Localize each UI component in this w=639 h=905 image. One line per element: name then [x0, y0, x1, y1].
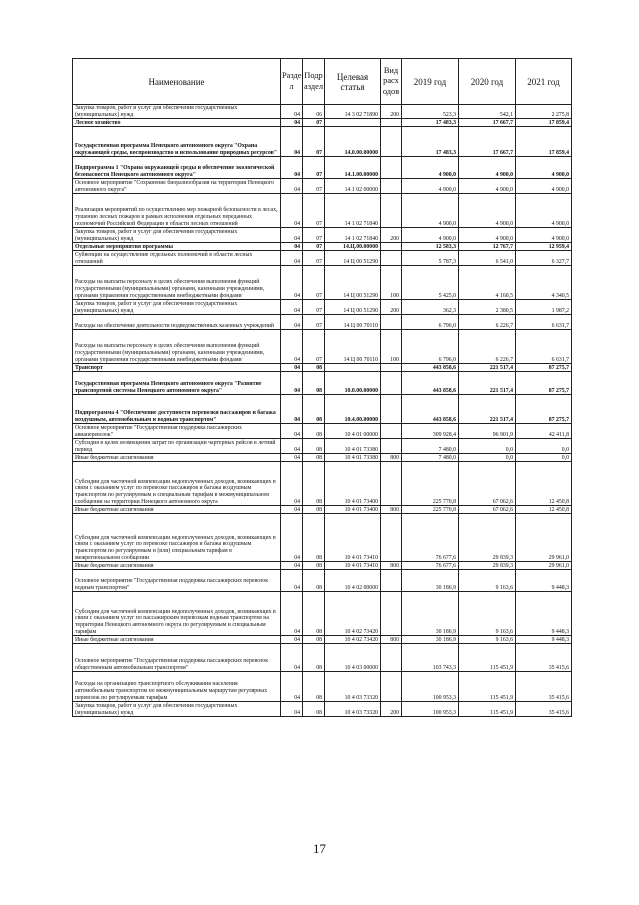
row-name: Расходы на выплаты персоналу в целях обеспечения выполнения функций государственными (муниципальными) органами, казенными учреждениями, органами управления государственными внебюджетными фондами	[73, 330, 281, 364]
row-name: Расходы на обеспечение деятельности подведомственных казенных учреждений	[73, 315, 281, 330]
row-name: Иные бюджетные ассигнования	[73, 636, 281, 644]
row-name: Иные бюджетные ассигнования	[73, 454, 281, 462]
table-row	[73, 364, 572, 372]
row-expense-type	[381, 570, 402, 592]
row-name: Закупка товаров, работ и услуг для обеспечения государственных (муниципальных) нужд	[73, 105, 281, 119]
row-article: 10 4 01 73400	[325, 506, 381, 514]
table-row	[73, 228, 572, 243]
row-value-2020: 0,0	[459, 454, 516, 462]
row-value-2019: 523,3	[402, 105, 459, 119]
row-article: 14 3 02 71890	[325, 105, 381, 119]
row-value-2021: 17 859,4	[516, 119, 572, 127]
row-subsection: 07	[303, 330, 325, 364]
row-value-2020: 0,0	[459, 439, 516, 454]
row-value-2020: 96 901,9	[459, 424, 516, 439]
table-row	[73, 330, 572, 364]
row-article: 10 4 02 73420	[325, 592, 381, 636]
table-row	[73, 372, 572, 395]
table-row	[73, 105, 572, 119]
row-subsection: 08	[303, 514, 325, 562]
table-row	[73, 592, 572, 636]
row-name: Основное мероприятие "Государственная поддержка пассажирских перевозок водным транспортом"	[73, 570, 281, 592]
row-value-2019: 4 900,0	[402, 194, 459, 228]
row-section: 04	[281, 644, 303, 672]
row-expense-type	[381, 179, 402, 194]
row-value-2019: 6 796,0	[402, 315, 459, 330]
row-value-2019: 309 928,4	[402, 424, 459, 439]
header-2019: 2019 год	[402, 59, 459, 105]
table-row	[73, 300, 572, 315]
row-expense-type	[381, 514, 402, 562]
row-article: 14 Ц 00 70110	[325, 315, 381, 330]
row-article: 10 4 02 00000	[325, 570, 381, 592]
row-expense-type: 800	[381, 562, 402, 570]
row-name: Субсидии для частичной компенсации недополученных доходов, возникающих в связи с оказанием услуг по перевозке пассажиров и багажа воздушным транспортом по регулируемым и (или) специальным тарифам в межрегиональном сообщении	[73, 514, 281, 562]
row-expense-type	[381, 364, 402, 372]
row-section: 04	[281, 228, 303, 243]
row-value-2021: 12 959,4	[516, 243, 572, 251]
row-subsection: 08	[303, 439, 325, 454]
row-section: 04	[281, 157, 303, 179]
row-section: 04	[281, 330, 303, 364]
row-name: Расходы на организацию транспортного обслуживания населения автомобильным транспортом по межмуниципальным маршрутам регулярных перевозок по регулируемым тарифам	[73, 672, 281, 702]
row-section: 04	[281, 127, 303, 157]
row-value-2021: 6 631,7	[516, 330, 572, 364]
row-subsection: 07	[303, 179, 325, 194]
row-expense-type	[381, 439, 402, 454]
row-value-2019: 7 480,0	[402, 439, 459, 454]
row-name: Отдельные мероприятия программы	[73, 243, 281, 251]
row-article: 10 4 01 73410	[325, 562, 381, 570]
row-value-2021: 35 415,6	[516, 672, 572, 702]
row-value-2020: 29 839,3	[459, 514, 516, 562]
table-row	[73, 194, 572, 228]
row-article: 10 4 01 73380	[325, 454, 381, 462]
row-article: 10 4 01 73380	[325, 439, 381, 454]
table-row	[73, 424, 572, 439]
row-value-2020: 4 900,0	[459, 194, 516, 228]
row-value-2019: 30 186,9	[402, 570, 459, 592]
table-row	[73, 127, 572, 157]
row-name: Закупка товаров, работ и услуг для обеспечения государственных (муниципальных) нужд	[73, 702, 281, 717]
row-value-2020: 9 163,6	[459, 592, 516, 636]
row-article: 10 4 03 73320	[325, 672, 381, 702]
row-subsection: 07	[303, 228, 325, 243]
row-value-2019: 30 186,9	[402, 636, 459, 644]
row-value-2020: 67 062,6	[459, 506, 516, 514]
row-subsection: 07	[303, 300, 325, 315]
row-article: 10 4 01 73400	[325, 462, 381, 506]
row-value-2021: 4 900,0	[516, 194, 572, 228]
row-expense-type: 200	[381, 228, 402, 243]
row-subsection: 08	[303, 562, 325, 570]
row-article: 10.0.00.00000	[325, 372, 381, 395]
table-row	[73, 562, 572, 570]
row-value-2019: 5 787,3	[402, 251, 459, 266]
row-section: 04	[281, 592, 303, 636]
row-article: 14 1 02 00000	[325, 179, 381, 194]
budget-table	[72, 58, 572, 717]
row-value-2019: 225 770,8	[402, 462, 459, 506]
row-section: 04	[281, 702, 303, 717]
row-section: 04	[281, 562, 303, 570]
row-subsection: 08	[303, 372, 325, 395]
row-expense-type	[381, 672, 402, 702]
table-row	[73, 462, 572, 506]
row-value-2020: 115 451,9	[459, 644, 516, 672]
row-value-2020: 17 667,7	[459, 127, 516, 157]
row-expense-type	[381, 644, 402, 672]
row-expense-type: 800	[381, 506, 402, 514]
row-value-2020: 2 380,5	[459, 300, 516, 315]
row-subsection: 07	[303, 127, 325, 157]
row-value-2019: 443 858,6	[402, 364, 459, 372]
row-value-2020: 67 062,6	[459, 462, 516, 506]
row-value-2019: 17 483,3	[402, 127, 459, 157]
table-row	[73, 157, 572, 179]
row-name: Иные бюджетные ассигнования	[73, 506, 281, 514]
row-value-2019: 225 770,8	[402, 506, 459, 514]
row-section: 04	[281, 194, 303, 228]
row-subsection: 07	[303, 119, 325, 127]
row-value-2019: 5 425,0	[402, 266, 459, 300]
header-section: Разде л	[281, 59, 303, 105]
table-row	[73, 570, 572, 592]
row-expense-type	[381, 127, 402, 157]
row-value-2020: 221 517,4	[459, 395, 516, 424]
row-section: 04	[281, 672, 303, 702]
row-section: 04	[281, 251, 303, 266]
row-value-2021: 6 631,7	[516, 315, 572, 330]
row-value-2021: 17 859,4	[516, 127, 572, 157]
row-expense-type	[381, 251, 402, 266]
row-section: 04	[281, 636, 303, 644]
row-value-2020: 29 839,3	[459, 562, 516, 570]
row-value-2019: 76 677,6	[402, 562, 459, 570]
row-expense-type	[381, 194, 402, 228]
row-article: 14.1.00.00000	[325, 157, 381, 179]
table-row	[73, 315, 572, 330]
row-section: 04	[281, 315, 303, 330]
row-value-2020: 6 226,7	[459, 315, 516, 330]
row-value-2020: 221 517,4	[459, 372, 516, 395]
row-expense-type	[381, 243, 402, 251]
row-value-2021: 12 450,8	[516, 506, 572, 514]
row-article: 10.4.00.00000	[325, 395, 381, 424]
row-value-2020: 221 517,4	[459, 364, 516, 372]
row-value-2021: 4 900,0	[516, 179, 572, 194]
table-row	[73, 514, 572, 562]
row-subsection: 07	[303, 194, 325, 228]
row-expense-type	[381, 462, 402, 506]
row-subsection: 07	[303, 243, 325, 251]
row-name: Государственная программа Ненецкого автономного округа "Охрана окружающей среды, воспроизводство и использование природных ресурсов"	[73, 127, 281, 157]
row-value-2021: 87 275,7	[516, 395, 572, 424]
row-value-2021: 4 900,0	[516, 228, 572, 243]
row-value-2021: 0,0	[516, 454, 572, 462]
row-section: 04	[281, 300, 303, 315]
row-name: Основное мероприятие "Сохранение биоразнообразия на территории Ненецкого автономного округа"	[73, 179, 281, 194]
row-subsection: 08	[303, 702, 325, 717]
header-2021: 2021 год	[516, 59, 572, 105]
row-article: 10 4 03 73320	[325, 702, 381, 717]
row-value-2019: 30 186,9	[402, 592, 459, 636]
row-subsection: 08	[303, 636, 325, 644]
row-value-2020: 4 160,5	[459, 266, 516, 300]
row-section: 04	[281, 243, 303, 251]
row-value-2019: 4 900,0	[402, 157, 459, 179]
row-value-2020: 6 541,0	[459, 251, 516, 266]
row-name: Закупка товаров, работ и услуг для обеспечения государственных (муниципальных) нужд	[73, 300, 281, 315]
row-value-2021: 35 415,6	[516, 644, 572, 672]
row-value-2019: 443 858,6	[402, 372, 459, 395]
row-value-2020: 115 451,9	[459, 672, 516, 702]
header-subsection: Подр аздел	[303, 59, 325, 105]
row-value-2020: 115 451,9	[459, 702, 516, 717]
row-expense-type: 100	[381, 266, 402, 300]
row-value-2021: 1 987,2	[516, 300, 572, 315]
row-section: 04	[281, 462, 303, 506]
row-article: 10 4 03 00000	[325, 644, 381, 672]
row-name: Подпрограмма 1 "Охрана окружающей среды и обеспечение экологической безопасности Ненецкого автономного округа"	[73, 157, 281, 179]
row-expense-type: 200	[381, 105, 402, 119]
row-expense-type: 100	[381, 330, 402, 364]
row-value-2020: 17 667,7	[459, 119, 516, 127]
row-value-2021: 4 900,0	[516, 157, 572, 179]
row-value-2019: 76 677,6	[402, 514, 459, 562]
row-value-2019: 4 900,0	[402, 179, 459, 194]
row-value-2021: 0,0	[516, 439, 572, 454]
row-name: Субсидия в целях возмещения затрат по организации чартерных рейсов в летний период	[73, 439, 281, 454]
row-value-2021: 42 411,8	[516, 424, 572, 439]
row-article	[325, 119, 381, 127]
row-name: Основное мероприятие "Государственная поддержка пассажирских перевозок общественным автомобильным транспортом"	[73, 644, 281, 672]
row-name: Реализация мероприятий по осуществлению мер пожарной безопасности в лесах, тушению лесных пожаров в рамках исполнения отдельных переданных полномочий Российской Федерации в области лесных отношений	[73, 194, 281, 228]
row-article	[325, 364, 381, 372]
row-value-2020: 9 163,6	[459, 570, 516, 592]
row-name: Субсидии для частичной компенсации недополученных доходов, возникающих в связи с оказанием услуг по перевозке пассажиров и багажа воздушным транспортом по регулируемым и специальным тарифам в межмуниципальном сообщении на территории Ненецкого автономного округа	[73, 462, 281, 506]
row-subsection: 08	[303, 592, 325, 636]
row-section: 04	[281, 439, 303, 454]
row-article: 14 Ц 00 51290	[325, 251, 381, 266]
header-2020: 2020 год	[459, 59, 516, 105]
row-name: Субсидии для частичной компенсации недополученных доходов, возникающих в связи с оказанием услуг по пассажирским перевозкам водным транспортом на территории Ненецкого автономного округа по регулируемым и специальным тарифам	[73, 592, 281, 636]
row-value-2019: 12 583,3	[402, 243, 459, 251]
row-subsection: 08	[303, 570, 325, 592]
table-row	[73, 672, 572, 702]
row-section: 04	[281, 454, 303, 462]
row-value-2019: 100 953,3	[402, 702, 459, 717]
row-article: 14 1 02 71840	[325, 228, 381, 243]
row-value-2019: 443 858,6	[402, 395, 459, 424]
table-row	[73, 636, 572, 644]
row-value-2019: 103 743,3	[402, 644, 459, 672]
row-value-2021: 29 961,0	[516, 562, 572, 570]
row-section: 04	[281, 119, 303, 127]
row-subsection: 08	[303, 454, 325, 462]
row-article: 14 Ц 00 70110	[325, 330, 381, 364]
row-value-2021: 6 327,7	[516, 251, 572, 266]
row-value-2021: 35 415,6	[516, 702, 572, 717]
table-row	[73, 395, 572, 424]
table-row	[73, 266, 572, 300]
row-section: 04	[281, 395, 303, 424]
row-value-2019: 100 953,3	[402, 672, 459, 702]
table-row	[73, 644, 572, 672]
row-article: 14.Ц.00.00000	[325, 243, 381, 251]
row-subsection: 08	[303, 644, 325, 672]
row-expense-type	[381, 424, 402, 439]
row-expense-type: 200	[381, 300, 402, 315]
header-name: Наименование	[73, 59, 281, 105]
row-value-2020: 12 767,7	[459, 243, 516, 251]
row-expense-type: 800	[381, 454, 402, 462]
table-row	[73, 454, 572, 462]
row-section: 04	[281, 570, 303, 592]
row-value-2019: 17 483,3	[402, 119, 459, 127]
row-value-2020: 542,1	[459, 105, 516, 119]
row-value-2020: 6 226,7	[459, 330, 516, 364]
row-value-2021: 9 448,3	[516, 570, 572, 592]
row-expense-type	[381, 372, 402, 395]
table-row	[73, 243, 572, 251]
row-subsection: 08	[303, 506, 325, 514]
row-value-2020: 4 900,0	[459, 157, 516, 179]
header-expense-type: Вид расх одов	[381, 59, 402, 105]
row-name: Лесное хозяйство	[73, 119, 281, 127]
table-row	[73, 702, 572, 717]
row-name: Субвенции на осуществление отдельных полномочий в области лесных отношений	[73, 251, 281, 266]
row-subsection: 07	[303, 251, 325, 266]
row-expense-type: 800	[381, 636, 402, 644]
row-value-2020: 4 900,0	[459, 179, 516, 194]
row-value-2019: 6 796,0	[402, 330, 459, 364]
row-value-2019: 7 480,0	[402, 454, 459, 462]
row-article: 14 Ц 00 51290	[325, 300, 381, 315]
row-name: Закупка товаров, работ и услуг для обеспечения государственных (муниципальных) нужд	[73, 228, 281, 243]
row-article: 10 4 01 00000	[325, 424, 381, 439]
page-number: 17	[313, 841, 326, 856]
header-article: Целевая статья	[325, 59, 381, 105]
row-name: Государственная программа Ненецкого автономного округа "Развитие транспортной системы Ненецкого автономного округа"	[73, 372, 281, 395]
table-row	[73, 439, 572, 454]
row-article: 10 4 02 73420	[325, 636, 381, 644]
row-name: Транспорт	[73, 364, 281, 372]
row-section: 04	[281, 364, 303, 372]
table-row	[73, 506, 572, 514]
row-value-2021: 29 961,0	[516, 514, 572, 562]
row-name: Подпрограмма 4 "Обеспечение доступности перевозки пассажиров и багажа воздушным, автомобильным и водным транспортом"	[73, 395, 281, 424]
row-section: 04	[281, 105, 303, 119]
row-value-2019: 362,3	[402, 300, 459, 315]
row-value-2019: 4 900,0	[402, 228, 459, 243]
row-name: Расходы на выплаты персоналу в целях обеспечения выполнения функций государственными (муниципальными) органами, казенными учреждениями, органами управления государственными внебюджетными фондами	[73, 266, 281, 300]
table-row	[73, 251, 572, 266]
row-subsection: 07	[303, 315, 325, 330]
row-subsection: 08	[303, 364, 325, 372]
row-subsection: 06	[303, 105, 325, 119]
row-value-2021: 87 275,7	[516, 372, 572, 395]
row-subsection: 07	[303, 266, 325, 300]
row-article: 10 4 01 73410	[325, 514, 381, 562]
row-expense-type	[381, 315, 402, 330]
row-subsection: 08	[303, 395, 325, 424]
row-section: 04	[281, 424, 303, 439]
row-expense-type	[381, 395, 402, 424]
row-expense-type	[381, 592, 402, 636]
row-subsection: 08	[303, 424, 325, 439]
row-value-2021: 87 275,7	[516, 364, 572, 372]
row-value-2021: 12 450,8	[516, 462, 572, 506]
row-section: 04	[281, 179, 303, 194]
table-row	[73, 179, 572, 194]
row-value-2020: 4 900,0	[459, 228, 516, 243]
table-row	[73, 119, 572, 127]
row-article: 14.0.00.00000	[325, 127, 381, 157]
row-value-2021: 9 448,3	[516, 592, 572, 636]
row-section: 04	[281, 514, 303, 562]
row-name: Основное мероприятие "Государственная поддержка пассажирских авиаперевозок"	[73, 424, 281, 439]
row-subsection: 08	[303, 462, 325, 506]
row-value-2021: 9 448,3	[516, 636, 572, 644]
row-name: Иные бюджетные ассигнования	[73, 562, 281, 570]
row-subsection: 08	[303, 672, 325, 702]
row-value-2021: 4 340,5	[516, 266, 572, 300]
row-expense-type: 200	[381, 702, 402, 717]
row-article: 14 1 02 71840	[325, 194, 381, 228]
row-expense-type	[381, 157, 402, 179]
row-value-2020: 9 163,6	[459, 636, 516, 644]
row-article: 14 Ц 00 51290	[325, 266, 381, 300]
row-section: 04	[281, 266, 303, 300]
table-header-row	[73, 59, 572, 105]
row-expense-type	[381, 119, 402, 127]
row-section: 04	[281, 506, 303, 514]
row-section: 04	[281, 372, 303, 395]
row-value-2021: 2 275,8	[516, 105, 572, 119]
row-subsection: 07	[303, 157, 325, 179]
